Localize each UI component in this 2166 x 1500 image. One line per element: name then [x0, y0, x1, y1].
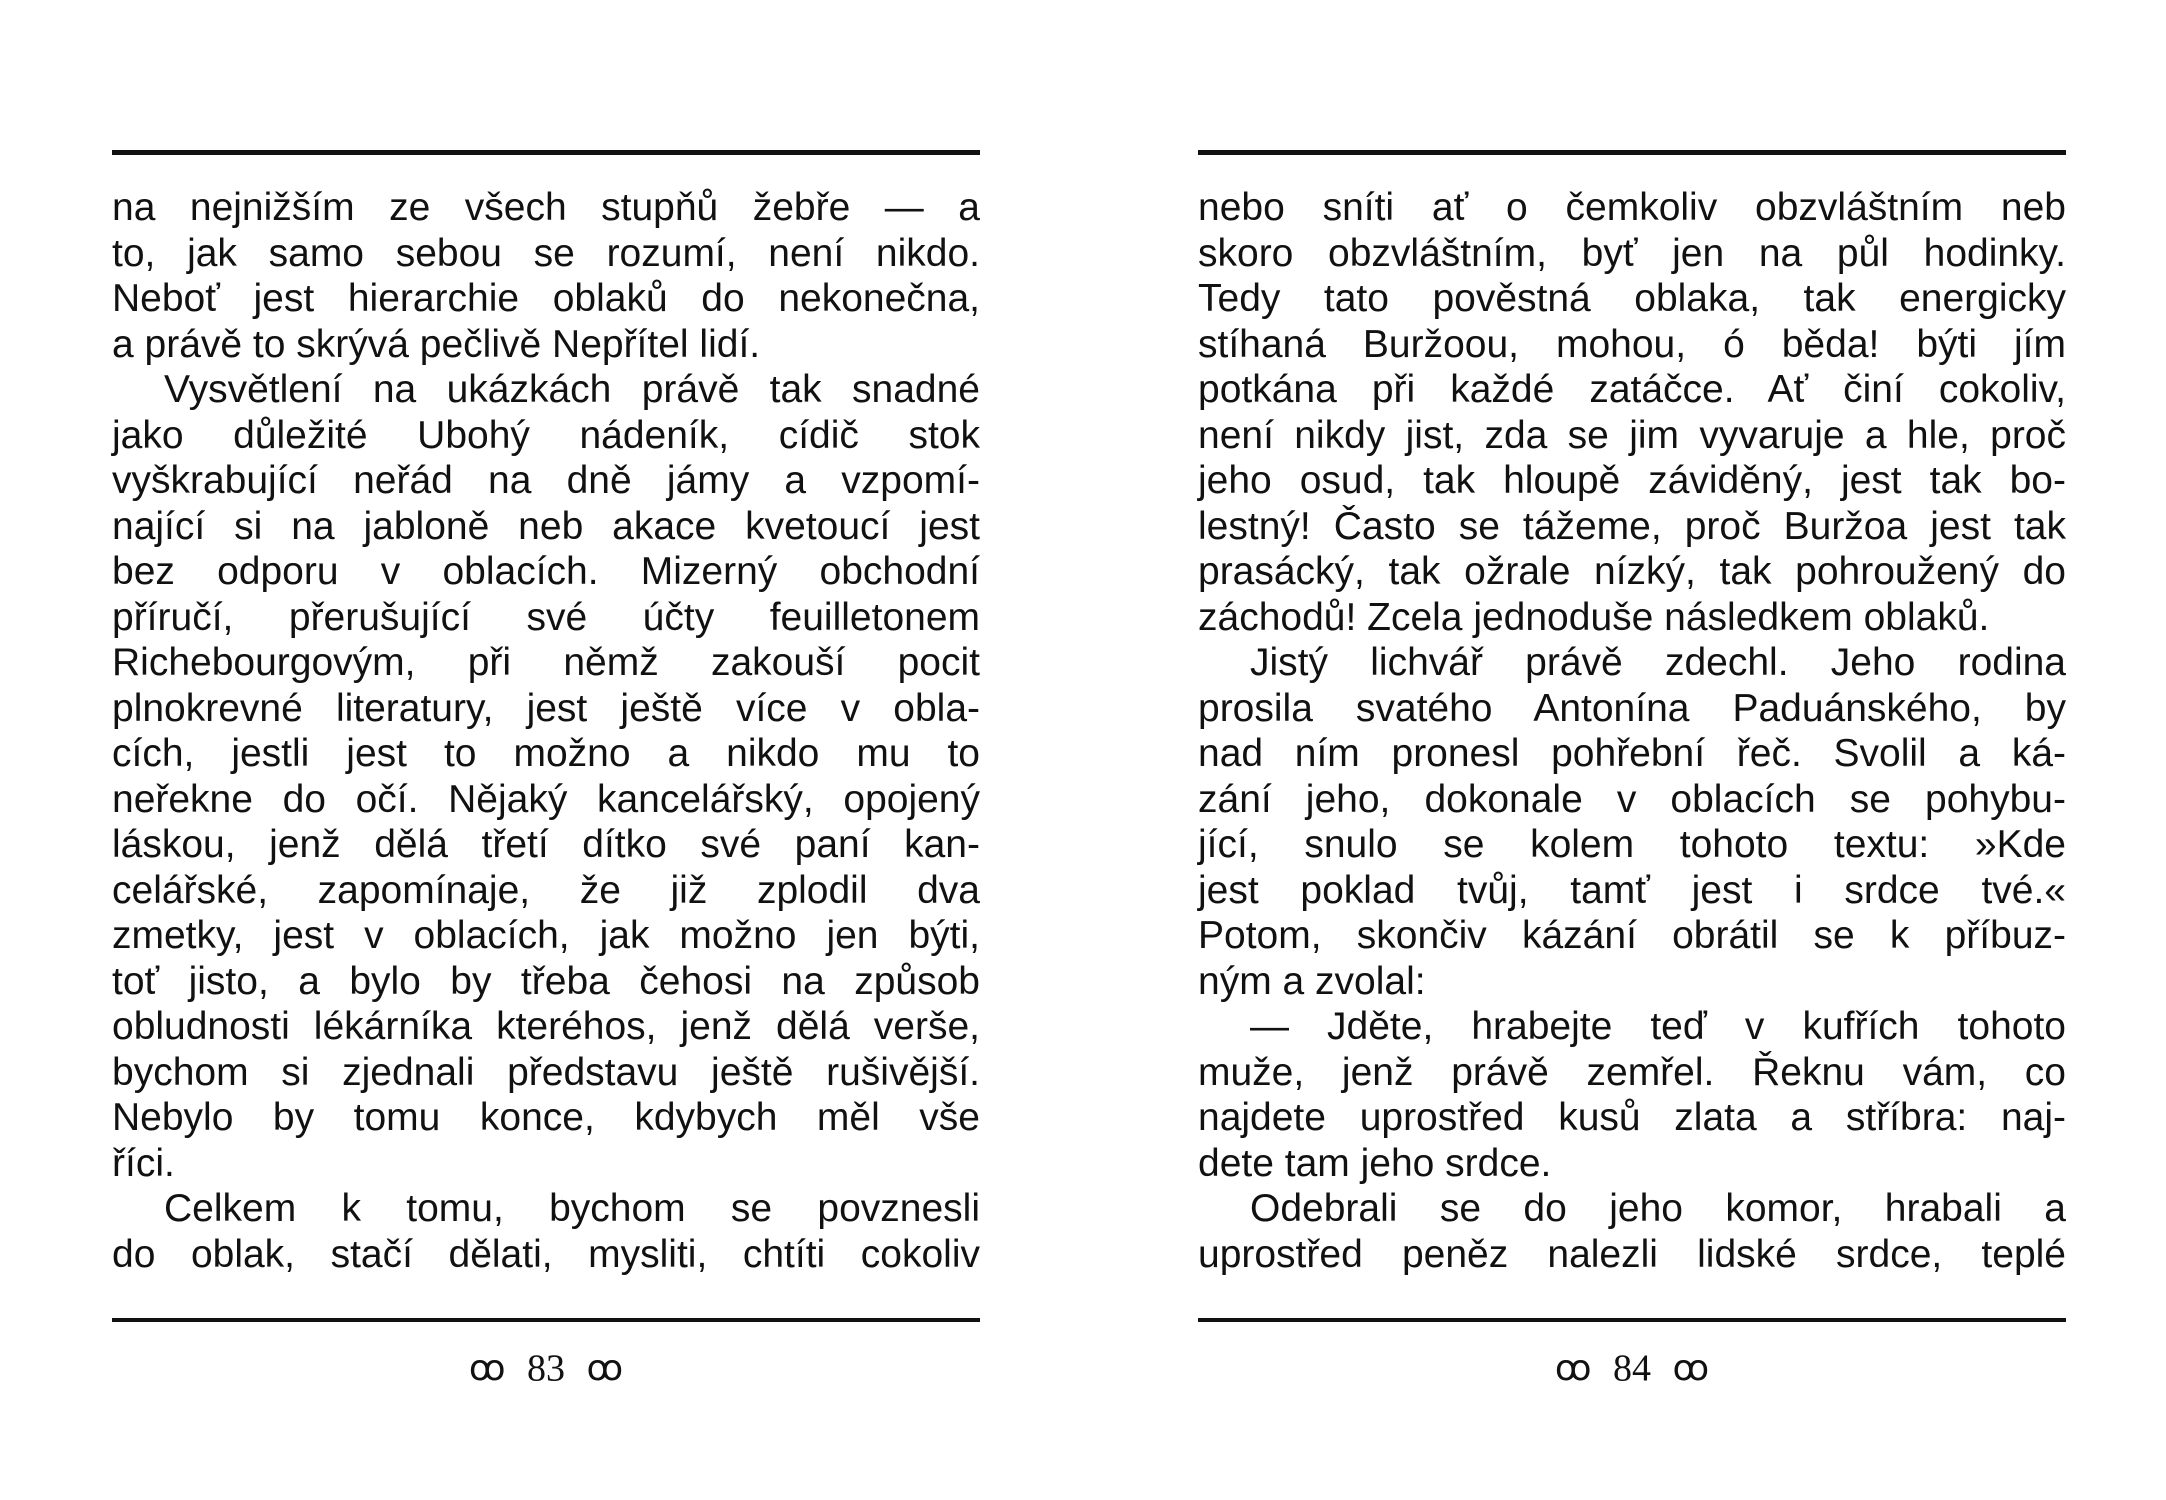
text-line: nad ním pronesl pohřební řeč. Svolil a ká-: [1198, 732, 2066, 775]
text-line: na nejnižším ze všech stupňů žebře — a: [112, 186, 980, 229]
text-line: Jistý lichvář právě zdechl. Jeho rodina: [1250, 641, 2066, 684]
text-line: Tedy tato pověstná oblaka, tak energicky: [1198, 277, 2066, 320]
text-line: najdete uprostřed kusů zlata a stříbra: naj-: [1198, 1096, 2066, 1139]
ornament-left-icon: ꝏ: [1554, 1347, 1592, 1389]
page-number: 83: [527, 1347, 565, 1390]
right-page-text: [1198, 185, 2066, 1277]
text-line: cích, jestli jest to možno a nikdo mu to: [112, 732, 980, 775]
ornament-left-icon: ꝏ: [468, 1347, 506, 1389]
text-line: — Jděte, hrabejte teď v kufřích tohoto: [1250, 1005, 2066, 1048]
text-line: nebo sníti ať o čemkoliv obzvláštním neb: [1198, 186, 2066, 229]
text-line: zmetky, jest v oblacích, jak možno jen býti,: [112, 914, 980, 957]
text-line: dete tam jeho srdce.: [1198, 1141, 1552, 1185]
text-line: jící, snulo se kolem tohoto textu: »Kde: [1198, 823, 2066, 866]
text-line: vyškrabující neřád na dně jámy a vzpomí-: [112, 459, 980, 502]
page-number: 84: [1613, 1347, 1651, 1390]
text-line: říci.: [112, 1141, 175, 1185]
text-line: Nebylo by tomu konce, kdybych měl vše: [112, 1096, 980, 1139]
text-line: Odebrali se do jeho komor, hrabali a: [1250, 1187, 2066, 1230]
text-line: toť jisto, a bylo by třeba čehosi na způsob: [112, 959, 980, 1003]
text-line: uprostřed peněz nalezli lidské srdce, teplé: [1198, 1232, 2066, 1276]
text-line: lestný! Často se tážeme, proč Buržoa jest tak: [1198, 504, 2066, 548]
header-rule: [1198, 150, 2066, 155]
page-number-footer: [112, 1343, 980, 1390]
text-line: prasácký, tak ožrale nízký, tak pohroužený do: [1198, 550, 2066, 593]
text-line: Neboť jest hierarchie oblaků do nekonečna,: [112, 277, 980, 320]
text-line: skoro obzvláštním, byť jen na půl hodinky.: [1198, 231, 2066, 275]
text-line: potkána při každé zatáčce. Ať činí cokoliv,: [1198, 368, 2066, 411]
footer-rule: [1198, 1318, 2066, 1322]
text-line: příručí, přerušující své účty feuilletonem: [112, 595, 980, 639]
ornament-right-icon: ꝏ: [1672, 1347, 1710, 1389]
text-line: záchodů! Zcela jednoduše následkem oblaků.: [1198, 595, 1990, 639]
header-rule: [112, 150, 980, 155]
text-line: jako důležité Ubohý nádeník, cídič stok: [112, 413, 980, 457]
text-line: bychom si zjednali představu ještě rušivější.: [112, 1050, 980, 1094]
page-number-footer: [1198, 1343, 2066, 1390]
left-page-text: [112, 185, 980, 1277]
text-line: do oblak, stačí dělati, mysliti, chtíti cokoliv: [112, 1232, 980, 1276]
text-line: stíhaná Buržoou, mohou, ó běda! býti jím: [1198, 322, 2066, 366]
text-line: to, jak samo sebou se rozumí, není nikdo.: [112, 231, 980, 275]
text-line: plnokrevné literatury, jest ještě více v obla-: [112, 686, 980, 730]
text-line: celářské, zapomínaje, že již zplodil dva: [112, 868, 980, 912]
text-line: láskou, jenž dělá třetí dítko své paní kan-: [112, 823, 980, 866]
text-line: jest poklad tvůj, tamť jest i srdce tvé.«: [1198, 868, 2066, 912]
text-line: zání jeho, dokonale v oblacích se pohybu-: [1198, 777, 2066, 821]
text-line: neřekne do očí. Nějaký kancelářský, opojený: [112, 777, 980, 821]
text-line: a právě to skrývá pečlivě Nepřítel lidí.: [112, 322, 761, 366]
text-line: Potom, skončiv kázání obrátil se k příbuz-: [1198, 914, 2066, 957]
text-line: Celkem k tomu, bychom se povznesli: [164, 1187, 980, 1230]
text-line: obludnosti lékárníka kteréhos, jenž dělá verše,: [112, 1005, 980, 1048]
text-line: prosila svatého Antonína Paduánského, by: [1198, 686, 2066, 730]
text-line: Richebourgovým, při němž zakouší pocit: [112, 641, 980, 684]
text-line: jeho osud, tak hloupě záviděný, jest tak bo-: [1198, 459, 2066, 502]
text-line: bez odporu v oblacích. Mizerný obchodní: [112, 550, 980, 593]
text-line: muže, jenž právě zemřel. Řeknu vám, co: [1198, 1050, 2066, 1094]
text-line: ným a zvolal:: [1198, 959, 1426, 1003]
text-line: není nikdy jist, zda se jim vyvaruje a hle, proč: [1198, 413, 2066, 457]
ornament-right-icon: ꝏ: [586, 1347, 624, 1389]
text-line: nající si na jabloně neb akace kvetoucí jest: [112, 504, 980, 548]
text-line: Vysvětlení na ukázkách právě tak snadné: [164, 368, 980, 411]
footer-rule: [112, 1318, 980, 1322]
